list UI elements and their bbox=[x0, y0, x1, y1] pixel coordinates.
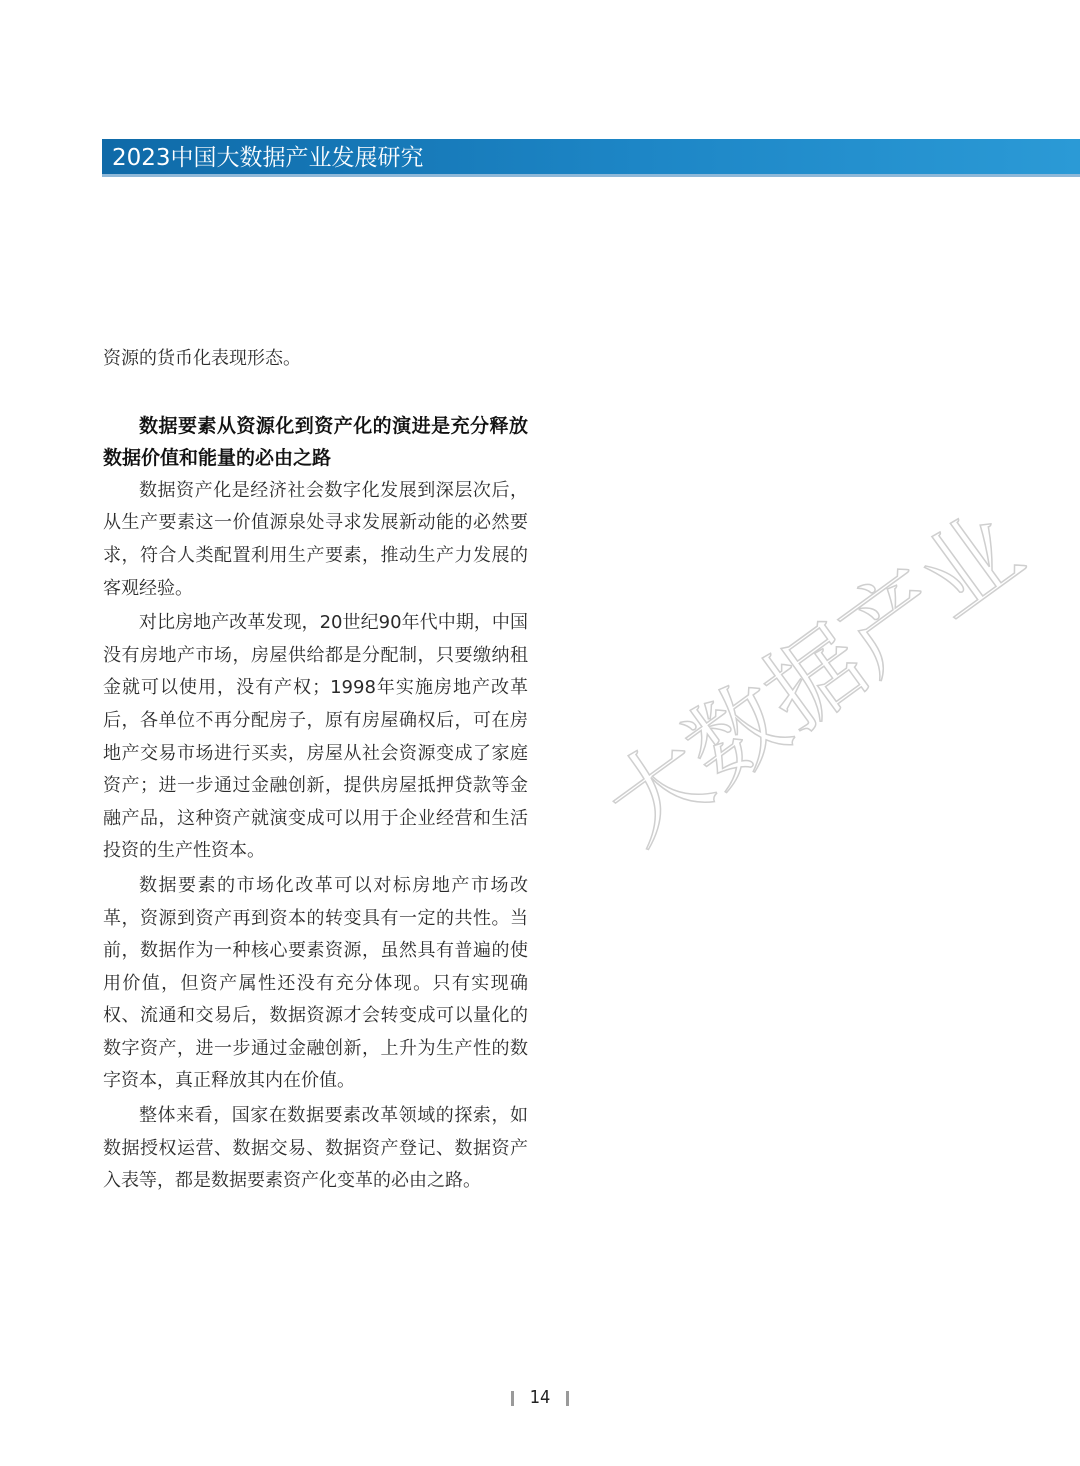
document-title: 2023中国大数据产业发展研究 bbox=[112, 145, 424, 171]
paragraph-3: 数据要素的市场化改革可以对标房地产市场改革，资源到资产再到资本的转变具有一定的共性。当前，数据作为一种核心要素资源，虽然具有普遍的使用价值，但资产属性还没有充分体现。只有实现确权、流通和交易后，数据资源才会转变成可以量化的数字资产，进一步通过金融创新，上升为生产性的数字资本，真正释放其内在价值。 bbox=[103, 874, 528, 1092]
lead-sentence: 资源的货币化表现形态。 bbox=[103, 348, 301, 369]
page-footer bbox=[0, 1387, 1080, 1409]
header-rule bbox=[102, 174, 1080, 177]
paragraph-1: 数据资产化是经济社会数字化发展到深层次后，从生产要素这一价值源泉处寻求发展新动能的必然要求，符合人类配置利用生产要素，推动生产力发展的客观经验。 bbox=[103, 479, 528, 599]
header-bar bbox=[102, 139, 1080, 177]
watermark-text: 大数据产业 bbox=[587, 492, 1042, 865]
page-number: 14 bbox=[529, 1387, 551, 1408]
section-heading: 数据要素从资源化到资产化的演进是充分释放数据价值和能量的必由之路 bbox=[103, 414, 528, 470]
page-number-right-bar bbox=[566, 1391, 569, 1406]
main-text-column bbox=[103, 343, 528, 1200]
paragraph-2: 对比房地产改革发现，20世纪90年代中期，中国没有房地产市场，房屋供给都是分配制，只要缴纳租金就可以使用，没有产权；1998年实施房地产改革后，各单位不再分配房子，原有房屋确权后，可在房地产交易市场进行买卖，房屋从社会资源变成了家庭资产；进一步通过金融创新，提供房屋抵押贷款等金融产品，这种资产就演变成可以用于企业经营和生活投资的生产性资本。 bbox=[103, 612, 528, 862]
paragraph-4: 整体来看，国家在数据要素改革领域的探索，如数据授权运营、数据交易、数据资产登记、数据资产入表等，都是数据要素资产化变革的必由之路。 bbox=[103, 1105, 528, 1192]
page-number-left-bar bbox=[511, 1391, 514, 1406]
